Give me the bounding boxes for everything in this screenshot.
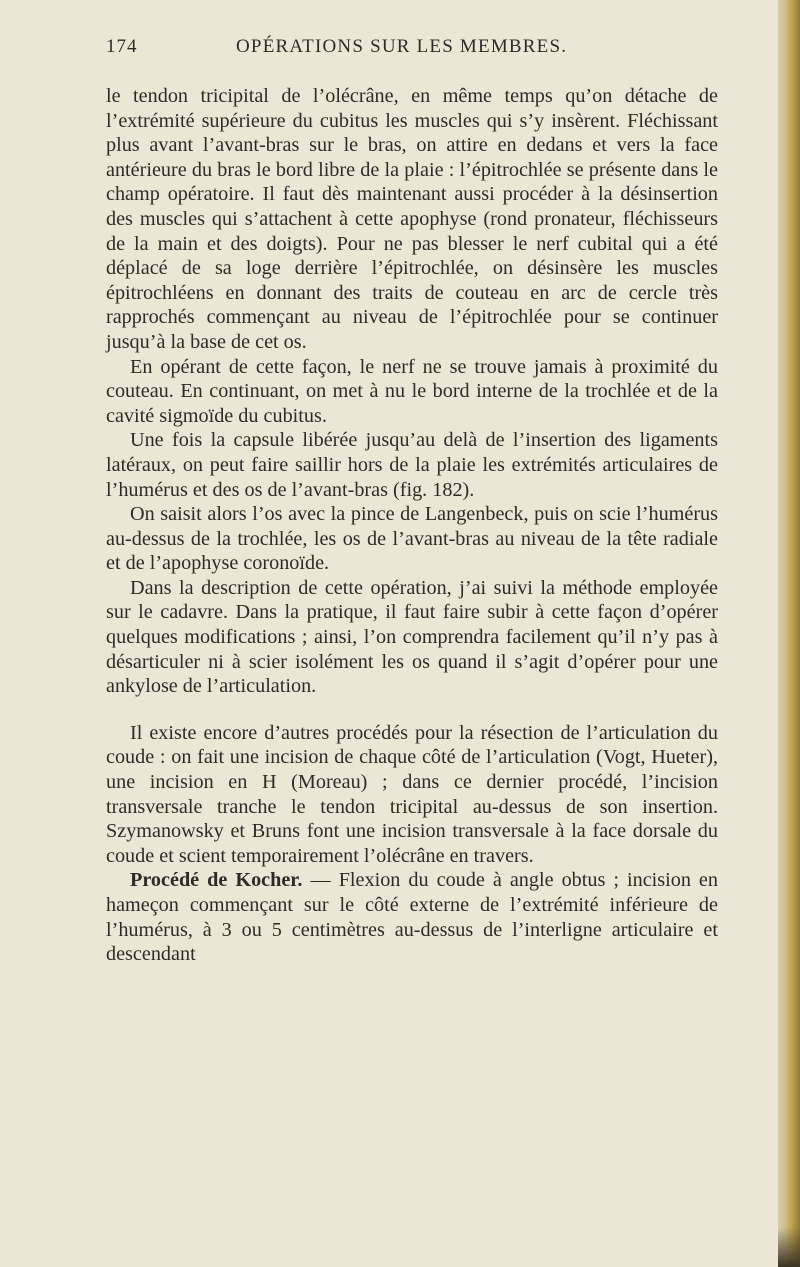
paragraph-3: Une fois la capsule libérée jusqu’au delà de l’insertion des ligaments latéraux, on peut faire saillir hors de la plaie les extrémités articulaires de l’humérus et des os de l’avant-bras (fig. 182). <box>106 429 718 501</box>
paragraph-1: le tendon tricipital de l’olécrâne, en même temps qu’on détache de l’extrémité supérieure du cubitus les muscles qui s’y insèrent. Fléchissant plus avant l’avant-bras sur le bras, on attire en dedans et vers la face antérieure du bras le bord libre de la plaie : l’épitrochlée se présente dans le champ opératoire. Il faut dès maintenant aussi procéder à la désinsertion des muscles qui s’attachent à cette apophyse (rond pronateur, fléchisseurs de la main et des doigts). Pour ne pas blesser le nerf cubital qui a été déplacé de sa loge derrière l’épitrochlée, on désinsère les muscles épitrochléens en donnant des traits de couteau en arc de cercle très rapprochés commençant au niveau de l’épitrochlée pour se continuer jusqu’à la base de cet os. <box>106 85 718 353</box>
kocher-text: — Flexion du coude à angle obtus ; incision en hameçon commençant sur le côté externe de l’extrémité inférieure de l’humérus, à 3 ou 5 centimètres au-dessus de l’interligne articulaire et descendant <box>106 869 718 966</box>
section-gap <box>106 699 718 721</box>
paragraph-4: On saisit alors l’os avec la pince de Langenbeck, puis on scie l’humérus au-dessus de la trochlée, les os de l’avant-bras au niveau de la tête radiale et de l’apophyse coronoïde. <box>106 503 718 575</box>
body-text <box>106 84 718 967</box>
page-edge <box>778 0 800 1267</box>
page-header <box>106 36 718 66</box>
page-number: 174 <box>106 36 138 57</box>
paragraph-5: Dans la description de cette opération, j’ai suivi la méthode employée sur le cadavre. Dans la pratique, il faut faire subir à cette façon d’opérer quelques modifications ; ainsi, l’on comprendra facilement qu’il n’y pas à désarticuler ni à scier isolément les os quand il s’agit d’opérer pour une ankylose de l’articulation. <box>106 576 718 698</box>
kocher-heading: Procédé de Kocher. <box>130 869 303 892</box>
running-title: OPÉRATIONS SUR LES MEMBRES. <box>236 36 568 57</box>
paragraph-2: En opérant de cette façon, le nerf ne se trouve jamais à proximité du couteau. En continuant, on met à nu le bord interne de la trochlée et de la cavité sigmoïde du cubitus. <box>106 355 718 427</box>
paragraph-kocher <box>106 868 718 966</box>
page-edge-shadow <box>778 1227 800 1267</box>
paragraph-6: Il existe encore d’autres procédés pour la résection de l’articulation du coude : on fait une incision de chaque côté de l’articulation (Vogt, Hueter), une incision en H (Moreau) ; dans ce dernier procédé, l’incision transversale tranche le tendon tricipital au-dessus de son insertion. Szymanowsky et Bruns font une incision transversale à la face dorsale du coude et scient temporairement l’olécrâne en travers. <box>106 721 718 867</box>
